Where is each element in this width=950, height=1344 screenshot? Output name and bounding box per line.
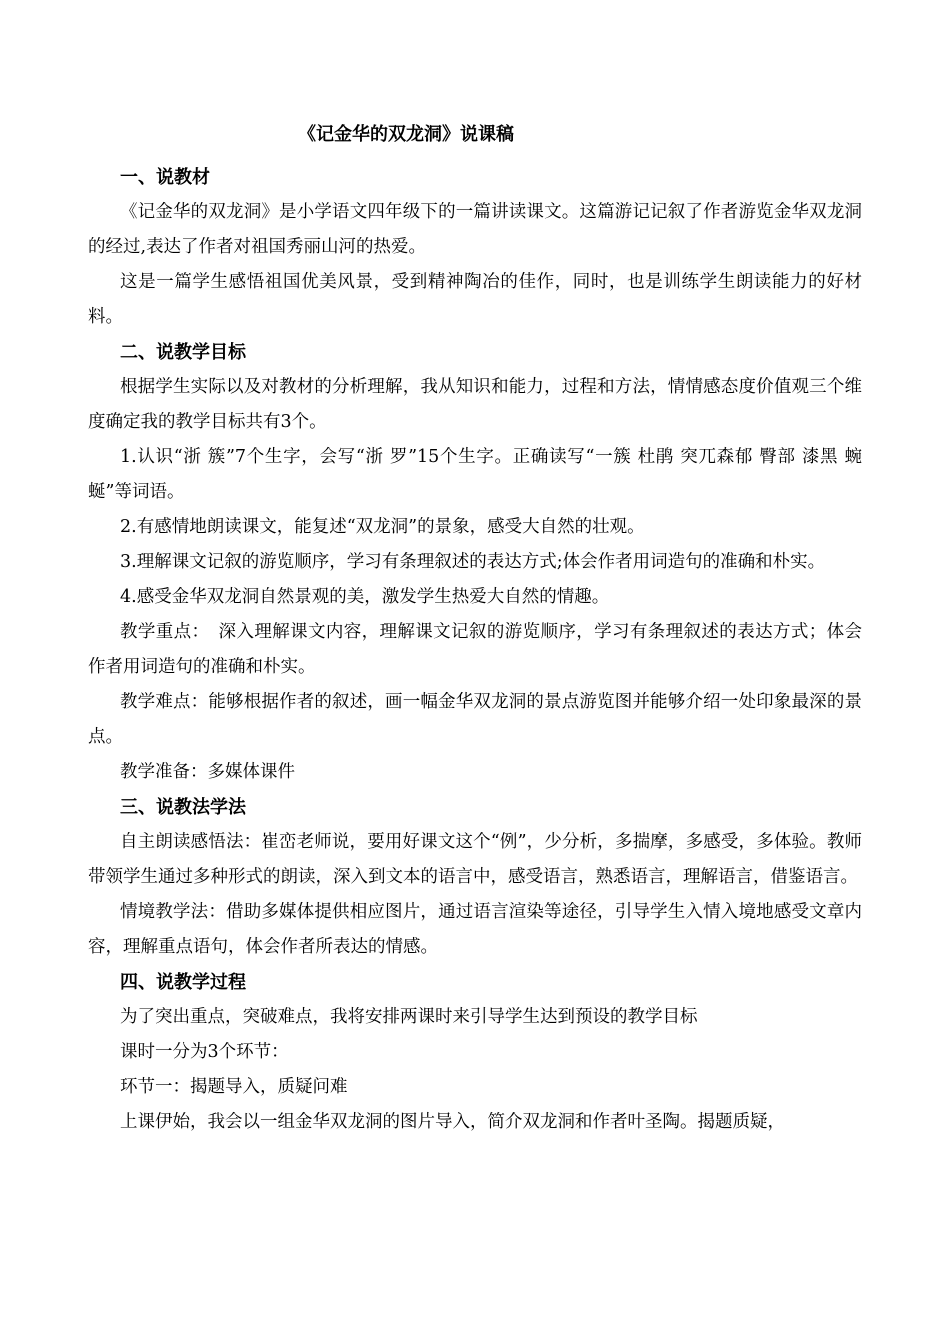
paragraph: 情境教学法：借助多媒体提供相应图片，通过语言渲染等途径，引导学生入情入境地感受文章内容，理解重点语句，体会作者所表达的情感。	[88, 902, 862, 957]
paragraph: 上课伊始，我会以一组金华双龙洞的图片导入，简介双龙洞和作者叶圣陶。揭题质疑，	[120, 1112, 785, 1132]
paragraph: 自主朗读感悟法：崔峦老师说，要用好课文这个“例”，少分析，多揣摩，多感受，多体验。教师带领学生通过多种形式的朗读，深入到文本的语言中，感受语言，熟悉语言，理解语言，借鉴语言。	[88, 832, 862, 887]
section-heading-textbook: 一、说教材	[120, 167, 210, 188]
paragraph: 课时一分为3个环节：	[120, 1042, 289, 1062]
document-title: 《记金华的双龙洞》说课稿	[298, 124, 514, 145]
teaching-difficulties: 教学难点：能够根据作者的叙述，画一幅金华双龙洞的景点游览图并能够介绍一处印象最深的景点。	[88, 692, 862, 747]
document-body	[88, 118, 862, 1140]
teaching-key-points: 教学重点： 深入理解课文内容，理解课文记叙的游览顺序，学习有条理叙述的表达方式；体会作者用词造句的准确和朴实。	[88, 622, 862, 677]
section-heading-objectives: 二、说教学目标	[120, 342, 246, 363]
objective-item-2: 2.有感情地朗读课文，能复述“双龙洞”的景象，感受大自然的壮观。	[120, 517, 645, 537]
paragraph: 环节一：揭题导入，质疑问难	[120, 1077, 348, 1097]
teaching-preparation: 教学准备：多媒体课件	[120, 762, 295, 782]
paragraph: 为了突出重点，突破难点，我将安排两课时来引导学生达到预设的教学目标	[120, 1007, 698, 1027]
section-heading-methods: 三、说教法学法	[120, 797, 246, 818]
paragraph: 《记金华的双龙洞》是小学语文四年级下的一篇讲读课文。这篇游记记叙了作者游览金华双龙洞的经过,表达了作者对祖国秀丽山河的热爱。	[88, 202, 862, 257]
objective-item-1: 1.认识“浙 簇”7个生字，会写“浙 罗”15个生字。正确读写“一簇 杜鹃 突兀森郁 臀部 漆黑 蜿蜒”等词语。	[88, 447, 862, 502]
paragraph: 根据学生实际以及对教材的分析理解，我从知识和能力，过程和方法，情情感态度价值观三个维度确定我的教学目标共有3个。	[88, 377, 862, 432]
objective-item-4: 4.感受金华双龙洞自然景观的美，激发学生热爱大自然的情趣。	[120, 587, 610, 607]
paragraph: 这是一篇学生感悟祖国优美风景，受到精神陶冶的佳作，同时，也是训练学生朗读能力的好材料。	[88, 272, 862, 327]
objective-item-3: 3.理解课文记叙的游览顺序，学习有条理叙述的表达方式;体会作者用词造句的准确和朴实。	[120, 552, 826, 572]
section-heading-process: 四、说教学过程	[120, 972, 246, 993]
